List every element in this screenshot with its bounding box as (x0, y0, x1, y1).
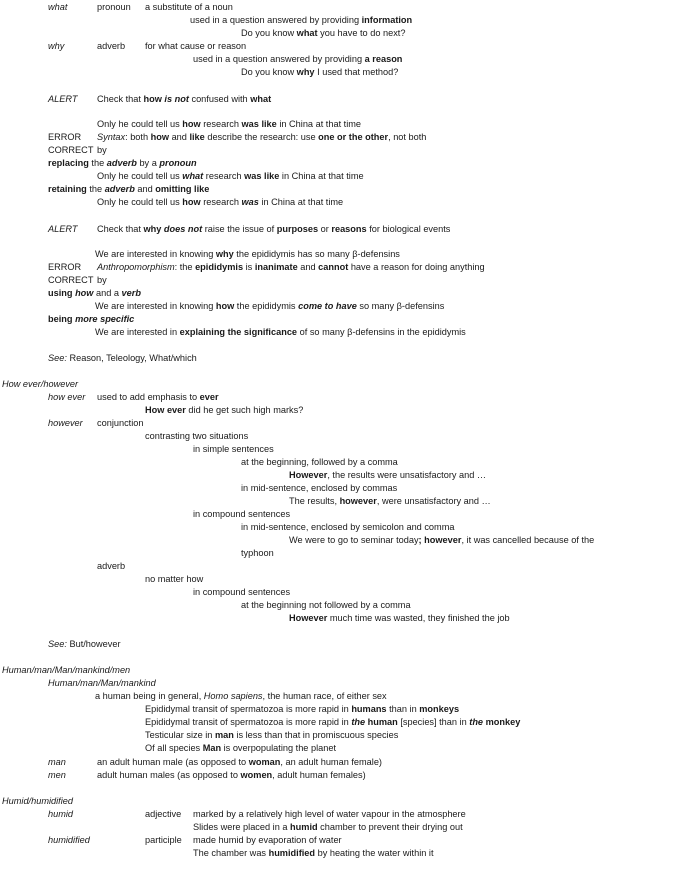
text-line (97, 171, 364, 182)
text-line (48, 158, 197, 169)
text-run: come to have (298, 301, 357, 311)
text-run: being (48, 314, 76, 324)
text-line (97, 770, 366, 781)
text-run: humid (48, 809, 74, 819)
text-line (97, 224, 450, 235)
text-run: have a reason for doing anything (348, 262, 485, 272)
text-run: at the beginning, followed by a comma (241, 457, 398, 467)
text-line (193, 587, 290, 598)
text-run: than in (386, 704, 420, 714)
text-run: was like (241, 119, 277, 129)
text-run: How ever/however (2, 379, 79, 389)
text-line (97, 757, 382, 768)
text-run: and (169, 132, 190, 142)
text-line (97, 418, 143, 429)
text-run: how (75, 288, 94, 298)
text-run: Reason, Teleology, What/which (66, 353, 197, 363)
text-run: , adult human females) (272, 770, 366, 780)
text-run: , it was cancelled because of the (461, 535, 595, 545)
text-line (145, 743, 336, 754)
text-run: how (143, 94, 165, 104)
text-run: how (182, 197, 201, 207)
text-run: inanimate (254, 262, 298, 272)
text-run: an adult human male (as opposed to (97, 757, 249, 767)
text-run: and a (93, 288, 122, 298)
text-run: Testicular size in (145, 730, 215, 740)
text-run: used to add emphasis to (97, 392, 200, 402)
text-run: adverb (104, 184, 135, 194)
text-run: We were to go to seminar today (289, 535, 419, 545)
text-run: , an adult human female) (280, 757, 382, 767)
text-run: explaining the significance (179, 327, 298, 337)
text-run: marked by a relatively high level of water vapour in the atmosphere (193, 809, 466, 819)
text-line (241, 600, 411, 611)
text-run: Anthropomorphism (97, 262, 175, 272)
text-run: what (48, 2, 68, 12)
text-run: much time was wasted, they finished the job (327, 613, 510, 623)
text-run: is overpopulating the planet (221, 743, 337, 753)
text-run: pronoun (97, 2, 131, 12)
text-line (97, 197, 343, 208)
text-run: Human/man/Man/mankind/men (2, 665, 131, 675)
text-run: for biological events (366, 224, 451, 234)
text-run: Only he could tell us (97, 119, 183, 129)
text-run: why (296, 67, 315, 77)
text-line (48, 353, 197, 364)
text-run: a human being in general, (95, 691, 204, 701)
text-run: Homo sapiens (203, 691, 263, 701)
text-run: contrasting two situations (145, 431, 249, 441)
text-line (48, 145, 93, 156)
text-run: at the beginning not followed by a comma (241, 600, 411, 610)
text-line (48, 2, 67, 13)
text-run: Syntax (97, 132, 126, 142)
text-run: describe the research: use (204, 132, 319, 142)
text-run: information (361, 15, 413, 25)
text-run: confused with (188, 94, 251, 104)
text-line (289, 613, 510, 624)
text-line (48, 757, 66, 768)
text-run: how (215, 301, 235, 311)
text-line (2, 665, 130, 676)
text-run: cannot (318, 262, 349, 272)
text-run: in mid-sentence, enclosed by semicolon and comma (241, 522, 455, 532)
text-line (97, 392, 219, 403)
text-line (241, 67, 398, 78)
text-run: however (48, 418, 83, 428)
text-line (97, 262, 485, 273)
text-run: the (469, 717, 484, 727)
text-run: , the results were unsatisfactory and … (327, 470, 487, 480)
text-run: ; however (418, 535, 462, 545)
text-run: in China at that time (258, 197, 344, 207)
text-run: Of all species (145, 743, 203, 753)
text-run: ERROR (48, 132, 82, 142)
text-run: how (182, 119, 201, 129)
text-line (48, 418, 83, 429)
text-run: in China at that time (276, 119, 362, 129)
text-run: men (48, 770, 66, 780)
text-run: a substitute of a noun (145, 2, 233, 12)
text-line (48, 392, 85, 403)
text-run: adjective (145, 809, 182, 819)
text-line (190, 15, 412, 26)
text-run: , not both (388, 132, 427, 142)
text-run: so many β-defensins (356, 301, 445, 311)
text-run: and (297, 262, 319, 272)
text-run: See: (48, 639, 67, 649)
text-run: Humid/humidified (2, 796, 73, 806)
text-line (193, 444, 274, 455)
text-run: purposes (276, 224, 319, 234)
text-line (145, 730, 398, 741)
text-run: adverb (97, 561, 126, 571)
text-run: Only he could tell us (97, 171, 183, 181)
text-run: used in a question answered by providing (193, 54, 365, 64)
text-run: in compound sentences (193, 509, 291, 519)
text-run: reasons (331, 224, 367, 234)
text-run: humans (351, 704, 387, 714)
text-run: epididymis (195, 262, 244, 272)
text-run: adverb (97, 41, 126, 51)
text-run: why (215, 249, 234, 259)
text-line (193, 809, 466, 820)
text-run: Do you know (241, 67, 297, 77)
text-run: one or the other (318, 132, 389, 142)
text-run: However (289, 613, 328, 623)
text-run: Slides were placed in a (193, 822, 291, 832)
text-run: the epididymis (234, 301, 299, 311)
text-run: woman (248, 757, 281, 767)
text-run: But/however (66, 639, 121, 649)
text-line (48, 184, 209, 195)
text-line (193, 822, 463, 833)
text-line (193, 54, 402, 65)
text-run: is less than that in promiscuous species (233, 730, 399, 740)
text-line (289, 496, 491, 507)
text-run: replacing (48, 158, 89, 168)
text-run: the (88, 158, 107, 168)
text-line (97, 132, 426, 143)
text-run: how (150, 132, 170, 142)
text-run: typhoon (241, 548, 274, 558)
text-line (193, 848, 434, 859)
text-run: ALERT (48, 94, 78, 104)
text-run: Human/man/Man/mankind (48, 678, 156, 688)
text-line (48, 314, 134, 325)
text-run: ALERT (48, 224, 78, 234)
text-run: was (241, 197, 259, 207)
text-run: monkeys (419, 704, 460, 714)
text-run: however (339, 496, 377, 506)
text-run: verb (121, 288, 141, 298)
text-line (48, 41, 64, 52)
text-run: I used that method? (314, 67, 399, 77)
text-run: We are interested in (95, 327, 180, 337)
text-line (95, 249, 400, 260)
text-run: by (97, 145, 107, 155)
text-run: what (182, 171, 204, 181)
text-run: ERROR (48, 262, 82, 272)
text-line (95, 301, 444, 312)
text-run: by a (136, 158, 160, 168)
text-run: chamber to prevent their drying out (317, 822, 463, 832)
text-run: research (200, 197, 242, 207)
text-run: the (351, 717, 366, 727)
text-run: women (240, 770, 273, 780)
text-run: omitting like (155, 184, 210, 194)
text-run: CORRECT (48, 275, 94, 285)
text-line (145, 41, 246, 52)
text-line (48, 94, 77, 105)
text-line (97, 2, 131, 13)
text-run: or (318, 224, 332, 234)
text-line (95, 327, 466, 338)
text-run: The results, (289, 496, 340, 506)
text-run: Epididymal transit of spermatozoa is more rapid in (145, 704, 352, 714)
text-line (145, 809, 181, 820)
text-run: no matter how (145, 574, 204, 584)
text-line (48, 224, 77, 235)
text-run: How ever (145, 405, 186, 415)
text-run: raise the issue of (202, 224, 277, 234)
text-run: participle (145, 835, 182, 845)
text-line (48, 770, 66, 781)
text-run: why (143, 224, 164, 234)
text-run: what (250, 94, 272, 104)
text-line (97, 41, 125, 52)
text-run: you have to do next? (317, 28, 406, 38)
text-run: humid (290, 822, 318, 832)
text-run: like (189, 132, 205, 142)
text-line (97, 561, 125, 572)
text-line (145, 2, 233, 13)
text-run: a reason (364, 54, 403, 64)
text-line (2, 796, 73, 807)
text-run: the epididymis has so many β-defensins (233, 249, 400, 259)
text-line (48, 678, 156, 689)
text-run: how ever (48, 392, 86, 402)
text-line (193, 835, 342, 846)
text-run: in compound sentences (193, 587, 291, 597)
text-run: Man (202, 743, 222, 753)
text-run: does not (163, 224, 203, 234)
text-line (145, 704, 459, 715)
text-run: in China at that time (279, 171, 364, 181)
text-run: is (243, 262, 255, 272)
text-line (241, 548, 274, 559)
text-line (48, 835, 90, 846)
text-line (95, 691, 387, 702)
text-run: Check that (97, 94, 144, 104)
text-line (241, 483, 397, 494)
text-line (97, 145, 107, 156)
text-run: research (203, 171, 245, 181)
text-line (48, 639, 121, 650)
text-line (97, 119, 361, 130)
text-line (289, 535, 594, 546)
text-line (48, 275, 93, 286)
text-run: in mid-sentence, enclosed by commas (241, 483, 398, 493)
text-line (241, 522, 454, 533)
text-line (145, 405, 303, 416)
text-run: Only he could tell us (97, 197, 183, 207)
text-run: why (48, 41, 65, 51)
text-line (241, 28, 405, 39)
text-run: See: (48, 353, 67, 363)
text-line (48, 809, 73, 820)
text-run: was like (244, 171, 280, 181)
text-line (145, 574, 203, 585)
text-run: Epididymal transit of spermatozoa is more rapid in (145, 717, 352, 727)
text-line (193, 509, 290, 520)
text-run: the (86, 184, 105, 194)
text-line (145, 835, 182, 846)
text-run: We are interested in knowing (95, 301, 216, 311)
text-run: adverb (106, 158, 137, 168)
text-line (48, 288, 141, 299)
text-run: in simple sentences (193, 444, 274, 454)
text-line (145, 717, 520, 728)
text-run: The chamber was (193, 848, 269, 858)
text-run: humidified (48, 835, 90, 845)
text-line (97, 275, 107, 286)
text-run: Check that (97, 224, 144, 234)
text-run: However (289, 470, 328, 480)
text-run: by (97, 275, 107, 285)
text-run: more specific (75, 314, 135, 324)
text-run: used in a question answered by providing (190, 15, 362, 25)
text-line (48, 262, 81, 273)
text-line (48, 132, 81, 143)
text-run: adult human males (as opposed to (97, 770, 241, 780)
text-run: by heating the water within it (315, 848, 434, 858)
text-line (2, 379, 78, 390)
text-run: ever (199, 392, 219, 402)
text-run: humidified (268, 848, 316, 858)
text-run: Do you know (241, 28, 297, 38)
text-line (145, 431, 248, 442)
text-run: , the human race, of either sex (262, 691, 387, 701)
text-run: CORRECT (48, 145, 94, 155)
text-run: [species] than in (397, 717, 470, 727)
text-line (241, 457, 398, 468)
text-run: : both (125, 132, 151, 142)
text-run: We are interested in knowing (95, 249, 216, 259)
text-line (97, 94, 271, 105)
text-run: pronoun (159, 158, 197, 168)
text-run: and (134, 184, 156, 194)
text-run: , were unsatisfactory and … (376, 496, 491, 506)
text-run: research (200, 119, 242, 129)
text-run: of so many β-defensins in the epididymis (297, 327, 466, 337)
text-run: retaining (48, 184, 87, 194)
text-run: for what cause or reason (145, 41, 247, 51)
text-run: did he get such high marks? (185, 405, 304, 415)
text-run: conjunction (97, 418, 144, 428)
text-run: man (214, 730, 234, 740)
text-line (289, 470, 486, 481)
text-run: monkey (483, 717, 521, 727)
text-run: is not (164, 94, 189, 104)
text-run: what (296, 28, 318, 38)
text-run: using (48, 288, 76, 298)
text-run: : the (174, 262, 196, 272)
text-run: made humid by evaporation of water (193, 835, 342, 845)
text-run: man (48, 757, 66, 767)
text-run: human (365, 717, 398, 727)
